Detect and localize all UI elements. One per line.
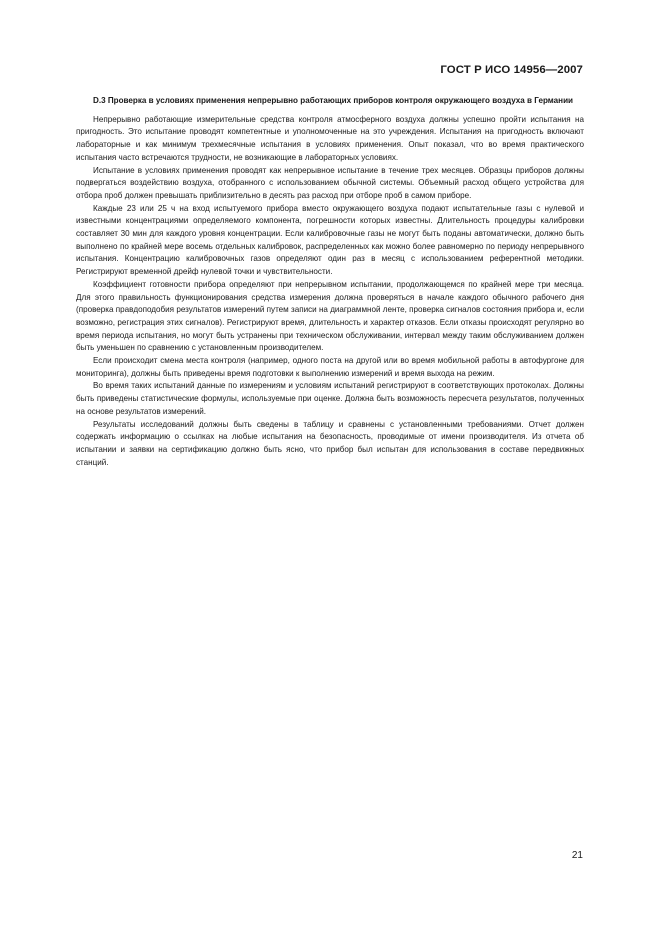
paragraph: Каждые 23 или 25 ч на вход испытуемого прибора вместо окружающего воздуха подают испытательные газы с нулевой и известными концентрациями определяемого компонента, погрешности которых известны. Длительность процедуры калибровки составляет 30 мин для каждого уровня концентрации. Если калибровочные газы не могут быть поданы автоматически, должно быть выполнено по крайней мере восемь отдельных калибровок, распределенных как можно более равномерно по периоду непрерывного испытания. Концентрацию калибровочных газов определяют один раз в месяц с использованием референтной методики. Регистрируют временной дрейф нулевой точки и чувствительности.: [76, 203, 584, 277]
document-header: ГОСТ Р ИСО 14956—2007: [440, 64, 583, 76]
paragraph: Непрерывно работающие измерительные средства контроля атмосферного воздуха должны успешно пройти испытания на пригодность. Это испытание проводят компетентные и уполномоченные на это учреждения. Испытания на пригодность включают лабораторные и как минимум трехмесячные испытания в условиях применения. Опыт показал, что во время практического испытания часто встречаются трудности, не возникающие в лабораторных условиях.: [76, 114, 584, 162]
section-heading: D.3 Проверка в условиях применения непрерывно работающих приборов контроля окружающего воздуха в Германии: [93, 96, 574, 105]
paragraph: Результаты исследований должны быть сведены в таблицу и сравнены с установленными требованиями. Отчет должен содержать информацию о ссылках на любые испытания на безопасность, проводимые от имени производителя. Из отчета об испытании и заявки на сертификацию должно быть ясно, что прибор был испытан для использования в составе передвижных станций.: [76, 419, 584, 467]
document-body: [76, 95, 584, 469]
paragraph: Во время таких испытаний данные по измерениям и условиям испытаний регистрируют в соответствующих протоколах. Должны быть приведены статистические формулы, используемые при оценке. Должна быть возможность пересчета результатов, полученных на основе результатов измерений.: [76, 381, 584, 416]
page-number: 21: [571, 850, 583, 861]
paragraph: Если происходит смена места контроля (например, одного поста на другой или во время мобильной работы в автофургоне для мониторинга), должны быть приведены время подготовки к выполнению измерений и время выхода на режим.: [76, 356, 584, 378]
paragraph: Испытание в условиях применения проводят как непрерывное испытание в течение трех месяцев. Образцы приборов должны подвергаться воздействию воздуха, отобранного с использованием обычной системы. Объемный расход общего устройства для отбора проб должен превышать приблизительно в десять раз расход при отборе проб в самом приборе.: [76, 165, 584, 200]
paragraph: Коэффициент готовности прибора определяют при непрерывном испытании, продолжающемся по крайней мере три месяца. Для этого правильность функционирования средства измерения должна проверяться в начале каждого обычного рабочего дня (проверка правдоподобия результатов измерений путем записи на диаграммной ленте, проверка сигналов состояния прибора и, если возможно, регистрация этих сигналов). Регистрируют время, длительность и характер отказов. Если отказы происходят регулярно во время периода испытания, но могут быть устранены при техническом обслуживании, интервал между таким обслуживанием должен быть уменьшен по сравнению с установленным производителем.: [76, 279, 584, 353]
